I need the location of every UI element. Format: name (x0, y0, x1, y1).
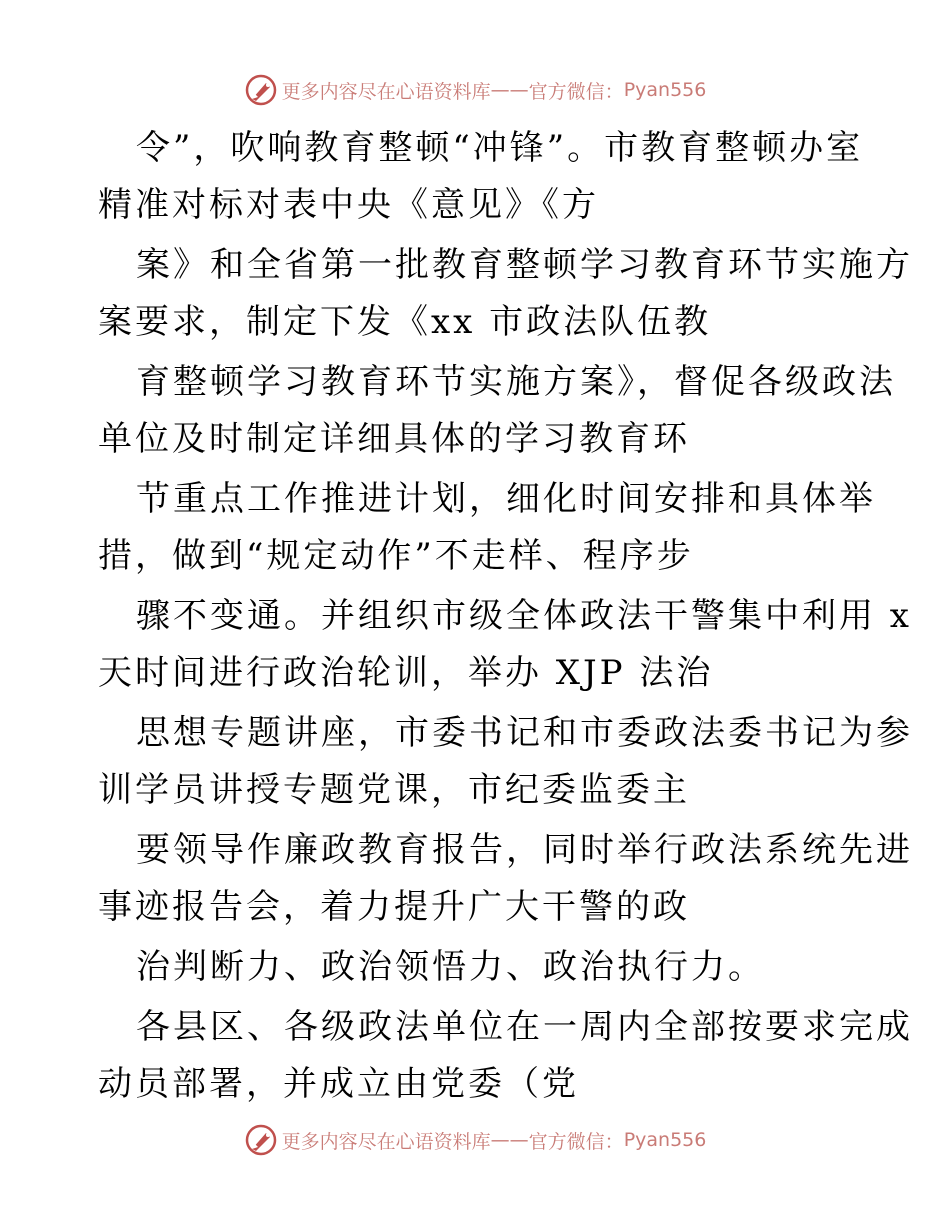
watermark-dash: —— (490, 79, 529, 101)
body-line: 令”，吹响教育整顿“冲锋”。市教育整顿办室 (136, 128, 864, 168)
pen-nib-logo-icon (244, 73, 278, 107)
body-line: 案要求，制定下发《xx 市政法队伍教 (98, 302, 712, 342)
body-line: 思想专题讲座，市委书记和市委政法委书记为参 (136, 713, 913, 753)
body-line: 措，做到“规定动作”不走样、程序步 (98, 536, 694, 576)
body-line: 案》和全省第一批教育整顿学习教育环节实施方 (136, 245, 913, 285)
watermark-label: 官方微信： (528, 80, 624, 103)
watermark-handle: Pyan556 (623, 79, 707, 101)
body-line: 天时间进行政治轮训，举办 XJP 法治 (98, 653, 714, 693)
watermark-dash: —— (490, 1129, 529, 1151)
body-line: 各县区、各级政法单位在一周内全部按要求完成 (136, 1007, 913, 1047)
body-line: 训学员讲授专题党课，市纪委监委主 (98, 770, 690, 810)
watermark-label: 官方微信： (528, 1130, 624, 1153)
body-line: 要领导作廉政教育报告，同时举行政法系统先进 (136, 830, 913, 870)
body-line: 骤不变通。并组织市级全体政法干警集中利用 x (136, 596, 912, 636)
header-watermark (0, 73, 950, 107)
watermark-text: 更多内容尽在心语资料库 (281, 80, 491, 103)
watermark-handle: Pyan556 (623, 1129, 707, 1151)
body-line: 事迹报告会，着力提升广大干警的政 (98, 887, 690, 927)
body-line: 动员部署，并成立由党委（党 (98, 1064, 579, 1104)
body-line: 治判断力、政治领悟力、政治执行力。 (136, 947, 765, 987)
body-line: 节重点工作推进计划，细化时间安排和具体举 (136, 479, 876, 519)
pen-nib-logo-icon (244, 1123, 278, 1157)
body-line: 单位及时制定详细具体的学习教育环 (98, 419, 690, 459)
body-line: 育整顿学习教育环节实施方案》，督促各级政法 (136, 362, 896, 402)
footer-watermark (0, 1123, 950, 1157)
body-line: 精准对标对表中央《意见》《方 (98, 185, 599, 225)
watermark-text: 更多内容尽在心语资料库 (281, 1130, 491, 1153)
